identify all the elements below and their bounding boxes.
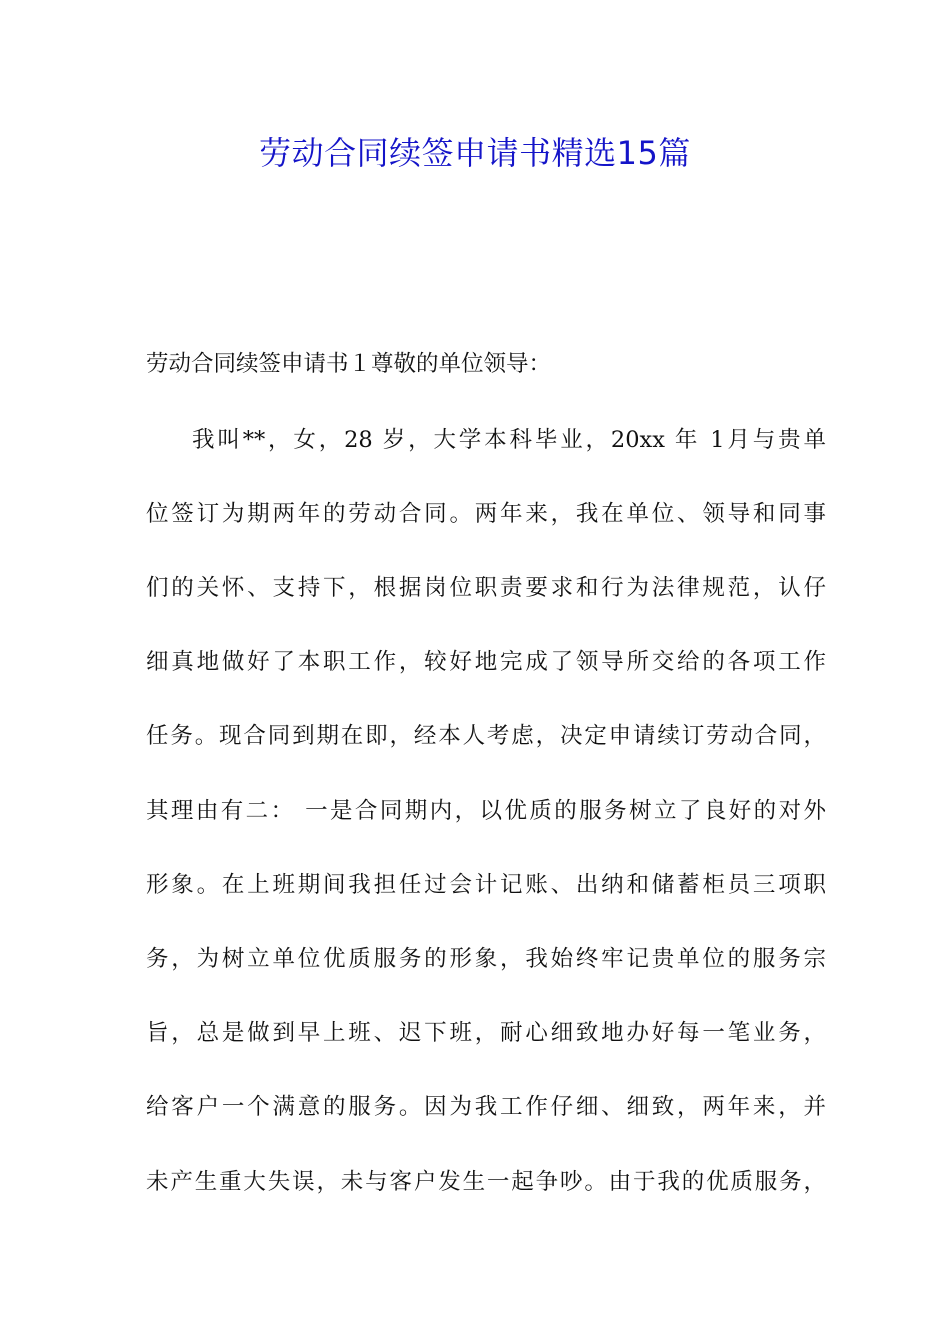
paragraph-line-5: 任务。现合同到期在即，经本人考虑，决定申请续订劳动合同，	[146, 723, 826, 749]
paragraph-line-4: 细真地做好了本职工作，较好地完成了领导所交给的各项工作	[146, 649, 826, 675]
heading-line: 劳动合同续签申请书１尊敬的单位领导：	[146, 351, 552, 377]
document-title: 劳动合同续签申请书精选15篇	[259, 134, 691, 172]
paragraph-line-2: 位签订为期两年的劳动合同。两年来，我在单位、领导和同事	[146, 501, 826, 527]
paragraph-line-8: 务，为树立单位优质服务的形象，我始终牢记贵单位的服务宗	[146, 946, 826, 972]
paragraph-line-1: 我叫**，女，28 岁，大学本科毕业，20xx 年 1月与贵单	[192, 427, 826, 453]
paragraph-line-6: 其理由有二： 一是合同期内，以优质的服务树立了良好的对外	[146, 798, 826, 824]
paragraph-line-7: 形象。在上班期间我担任过会计记账、出纳和储蓄柜员三项职	[146, 872, 826, 898]
paragraph-line-3: 们的关怀、支持下，根据岗位职责要求和行为法律规范，认仔	[146, 575, 826, 601]
paragraph-line-10: 给客户一个满意的服务。因为我工作仔细、细致，两年来，并	[146, 1094, 826, 1120]
paragraph-line-11: 未产生重大失误，未与客户发生一起争吵。由于我的优质服务，	[146, 1169, 826, 1195]
paragraph-line-9: 旨，总是做到早上班、迟下班，耐心细致地办好每一笔业务，	[146, 1020, 826, 1046]
